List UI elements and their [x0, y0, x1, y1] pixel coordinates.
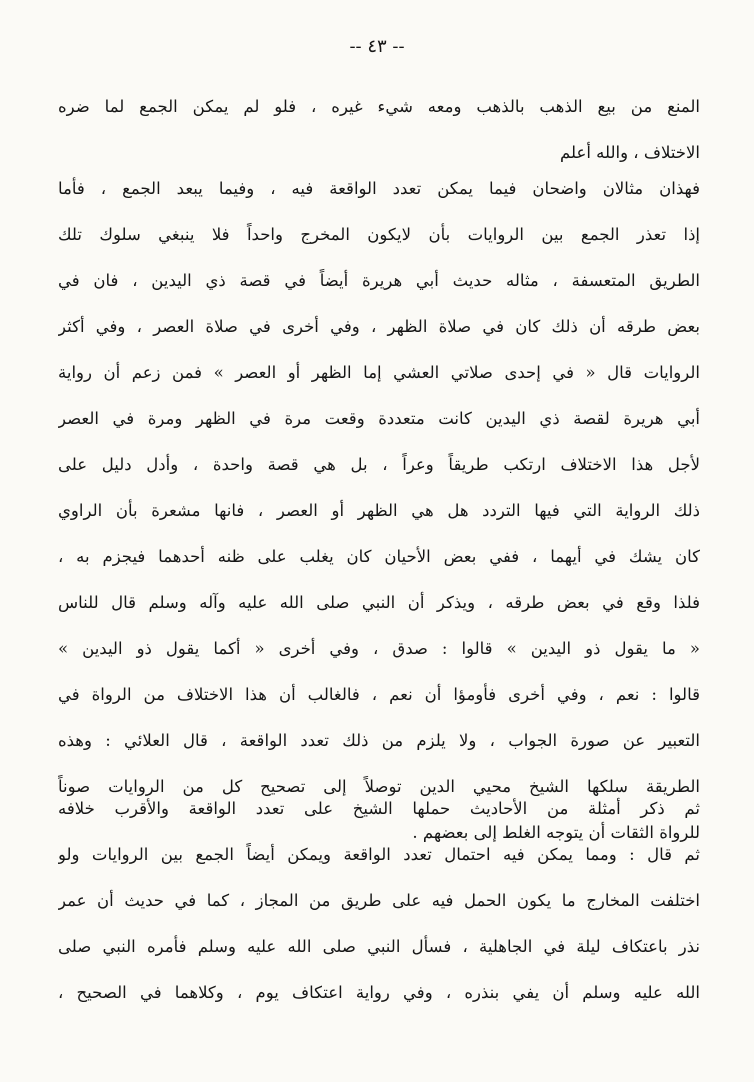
- text-line: الاختلاف ، والله أعلم: [560, 143, 700, 162]
- text-line: إذا تعذر الجمع بين الروايات بأن لايكون المخرج واحداً فلا ينبغي سلوك تلك: [58, 225, 700, 244]
- text-line: ذلك الرواية التي فيها التردد هل هي الظهر أو العصر ، فانها مشعرة بأن الراوي: [58, 501, 700, 520]
- text-line: للرواة الثقات أن يتوجه الغلط إلى بعضهم .: [412, 823, 700, 842]
- text-line: فهذان مثالان واضحان فيما يمكن تعدد الواقعة فيه ، وفيما يبعد الجمع ، فأما: [58, 179, 700, 198]
- paragraph-1: [58, 84, 700, 176]
- text-line: « ما يقول ذو اليدين » قالوا : صدق ، وفي أخرى « أكما يقول ذو اليدين »: [58, 639, 700, 658]
- text-line: المنع من بيع الذهب بالذهب ومعه شيء غيره ، فلو لم يمكن الجمع لما ضره: [58, 97, 700, 116]
- text-line: الطريق المتعسفة ، مثاله حديث أبي هريرة أيضاً في قصة ذي اليدين ، فان في: [58, 271, 700, 290]
- text-line: نذر باعتكاف ليلة في الجاهلية ، فسأل النبي صلى الله عليه وسلم فأمره النبي صلى: [58, 937, 700, 956]
- text-line: الطريقة سلكها الشيخ محيي الدين توصلاً إلى تصحيح كل من الروايات صوناً: [58, 777, 700, 796]
- text-line: لأجل هذا الاختلاف ارتكب طريقاً وعراً ، بل هي قصة واحدة ، وأدل دليل على: [58, 455, 700, 474]
- paragraph-3: [58, 786, 700, 1016]
- text-line: ثم ذكر أمثلة من الأحاديث حملها الشيخ على تعدد الواقعة والأقرب خلافه: [58, 799, 700, 818]
- text-line: أبي هريرة لقصة ذي اليدين كانت متعددة وقعت مرة في الظهر ومرة في العصر: [58, 409, 700, 428]
- text-line: اختلفت المخارج ما يكون الحمل فيه على طريق من المجاز ، كما في حديث أن عمر: [58, 891, 700, 910]
- text-line: التعبير عن صورة الجواب ، ولا يلزم من ذلك تعدد الواقعة ، قال العلائي : وهذه: [58, 731, 700, 750]
- text-line: بعض طرقه أن ذلك كان في صلاة الظهر ، وفي أخرى في صلاة العصر ، وفي أكثر: [58, 317, 700, 336]
- text-line: الروايات قال « في إحدى صلاتي العشي إما الظهر أو العصر » فمن زعم أن رواية: [58, 363, 700, 382]
- text-line: قالوا : نعم ، وفي أخرى فأومؤا أن نعم ، فالغالب أن هذا الاختلاف من الرواة في: [58, 685, 700, 704]
- text-line: الله عليه وسلم أن يفي بنذره ، وفي رواية اعتكاف يوم ، وكلاهما في الصحيح ،: [58, 983, 700, 1002]
- text-line: كان يشك في أيهما ، ففي بعض الأحيان كان يغلب على ظنه أحدهما فيجزم به ،: [58, 547, 700, 566]
- text-line: ثم قال : ومما يمكن فيه احتمال تعدد الواقعة ويمكن أيضاً الجمع بين الروايات ولو: [58, 845, 700, 864]
- paragraph-2: [58, 166, 700, 856]
- page-number: -- ٤٣ --: [349, 36, 405, 57]
- text-line: فلذا وقع في بعض طرقه ، ويذكر أن النبي صلى الله عليه وآله وسلم قال للناس: [58, 593, 700, 612]
